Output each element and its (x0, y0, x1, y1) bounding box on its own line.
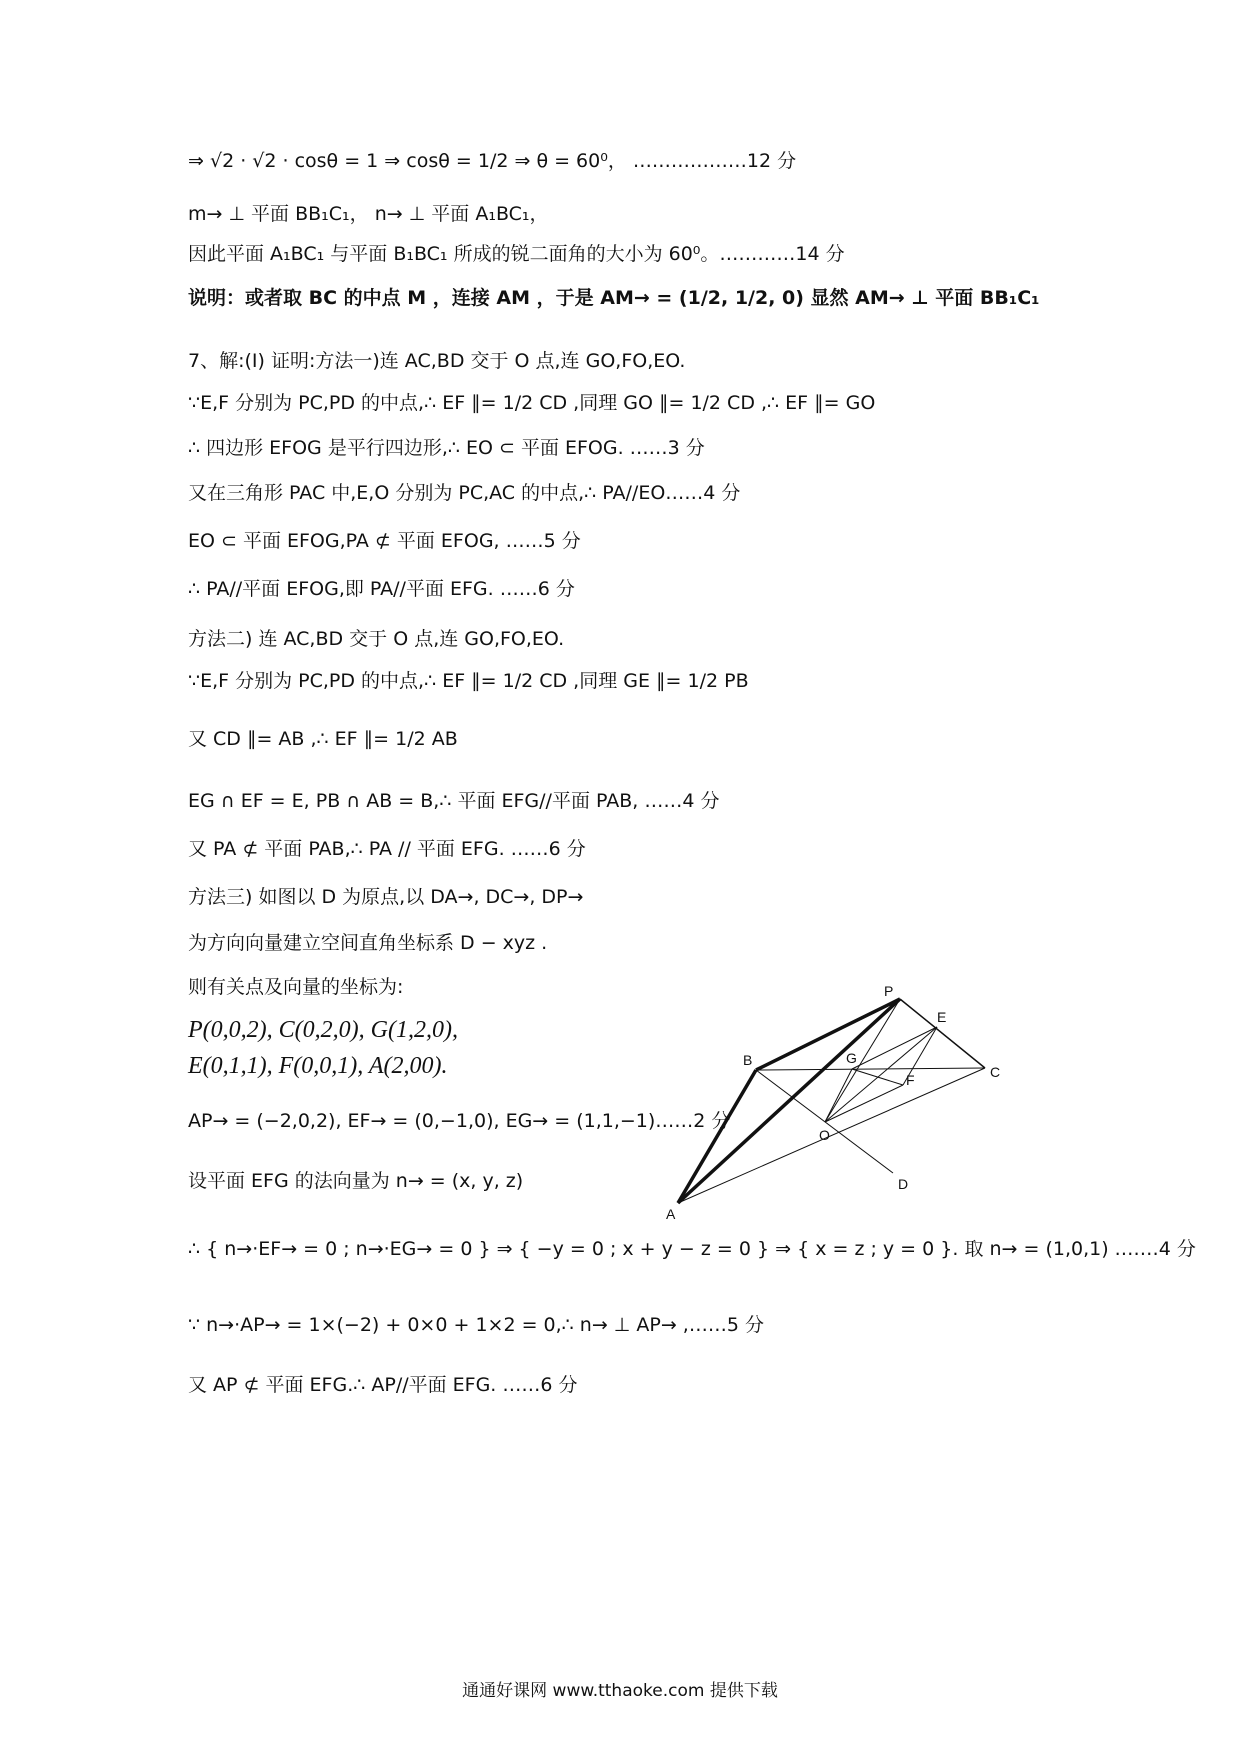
line-22: 设平面 EFG 的法向量为 n→ = (x, y, z) (188, 1170, 524, 1192)
edge-BD (756, 1070, 893, 1173)
edge-EO (825, 1027, 937, 1122)
line-23: ∴ { n→·EF→ = 0 ; n→·EG→ = 0 } ⇒ { −y = 0 ; x + y − z = 0 } ⇒ { x = z ; y = 0 }. 取 n→ = (1,0,1) .……4 分 (188, 1238, 1196, 1260)
line-3: 因此平面 A₁BC₁ 与平面 B₁BC₁ 所成的锐二面角的大小为 60⁰。…………14 分 (188, 243, 845, 265)
edge-PO (825, 999, 900, 1122)
edge-AP (678, 999, 900, 1203)
line-15: 又 PA ⊄ 平面 PAB,∴ PA // 平面 EFG. ……6 分 (188, 838, 586, 860)
line-6: ∵E,F 分别为 PC,PD 的中点,∴ EF ∥= 1/2 CD ,同理 GO ∥= 1/2 CD ,∴ EF ∥= GO (188, 392, 876, 414)
footer: 通通好课网 www.tthaoke.com 提供下载 (462, 1681, 778, 1701)
line-7: ∴ 四边形 EFOG 是平行四边形,∴ EO ⊂ 平面 EFOG. ……3 分 (188, 437, 705, 459)
edge-FO (825, 1085, 903, 1122)
line-21: AP→ = (−2,0,2), EF→ = (0,−1,0), EG→ = (1,1,−1)……2 分 (188, 1110, 731, 1132)
edge-GF (852, 1069, 903, 1085)
line-13: 又 CD ∥= AB ,∴ EF ∥= 1/2 AB (188, 728, 458, 750)
line-5: 7、解:(Ⅰ) 证明:方法一)连 AC,BD 交于 O 点,连 GO,FO,EO. (188, 350, 686, 372)
label-B: B (743, 1052, 753, 1068)
edge-GE (852, 1027, 937, 1069)
line-12: ∵E,F 分别为 PC,PD 的中点,∴ EF ∥= 1/2 CD ,同理 GE ∥= 1/2 PB (188, 670, 749, 692)
line-2: m→ ⊥ 平面 BB₁C₁， n→ ⊥ 平面 A₁BC₁， (188, 203, 549, 225)
label-A: A (666, 1206, 676, 1222)
line-19: P(0,0,2), C(0,2,0), G(1,2,0), (188, 1017, 458, 1043)
edge-BC (756, 1068, 985, 1070)
line-4: 说明：或者取 BC 的中点 M ，连接 AM ，于是 AM→ = (1/2, 1/2, 0) 显然 AM→ ⊥ 平面 BB₁C₁ (188, 287, 1040, 309)
label-F: F (906, 1072, 915, 1088)
edge-AC (678, 1068, 985, 1203)
line-1: ⇒ √2 · √2 · cosθ = 1 ⇒ cosθ = 1/2 ⇒ θ = 60⁰， ………………12 分 (188, 150, 797, 172)
line-11: 方法二) 连 AC,BD 交于 O 点,连 GO,FO,EO. (188, 628, 565, 650)
label-D: D (898, 1176, 909, 1192)
line-10: ∴ PA//平面 EFOG,即 PA//平面 EFG. ……6 分 (188, 578, 575, 600)
edge-AB (678, 1070, 756, 1203)
line-20: E(0,1,1), F(0,0,1), A(2,00). (188, 1053, 448, 1079)
line-24: ∵ n→·AP→ = 1×(−2) + 0×0 + 1×2 = 0,∴ n→ ⊥ AP→ ,……5 分 (188, 1314, 764, 1336)
line-8: 又在三角形 PAC 中,E,O 分别为 PC,AC 的中点,∴ PA//EO……4 分 (188, 482, 741, 504)
line-25: 又 AP ⊄ 平面 EFG.∴ AP//平面 EFG. ……6 分 (188, 1374, 578, 1396)
label-C: C (990, 1064, 1001, 1080)
line-14: EG ∩ EF = E, PB ∩ AB = B,∴ 平面 EFG//平面 PAB, ……4 分 (188, 790, 720, 812)
label-G: G (846, 1050, 857, 1066)
line-18: 则有关点及向量的坐标为: (188, 976, 404, 998)
label-E: E (937, 1009, 947, 1025)
line-9: EO ⊂ 平面 EFOG,PA ⊄ 平面 EFOG, ……5 分 (188, 530, 581, 552)
line-16: 方法三) 如图以 D 为原点,以 DA→, DC→, DP→ (188, 886, 584, 908)
edge-PC (900, 999, 985, 1068)
edge-EF (903, 1027, 937, 1085)
line-17: 为方向向量建立空间直角坐标系 D − xyz . (188, 932, 548, 954)
label-P: P (884, 983, 894, 999)
edge-BP (756, 999, 900, 1070)
label-O: O (819, 1127, 830, 1143)
edge-GO (825, 1069, 852, 1122)
